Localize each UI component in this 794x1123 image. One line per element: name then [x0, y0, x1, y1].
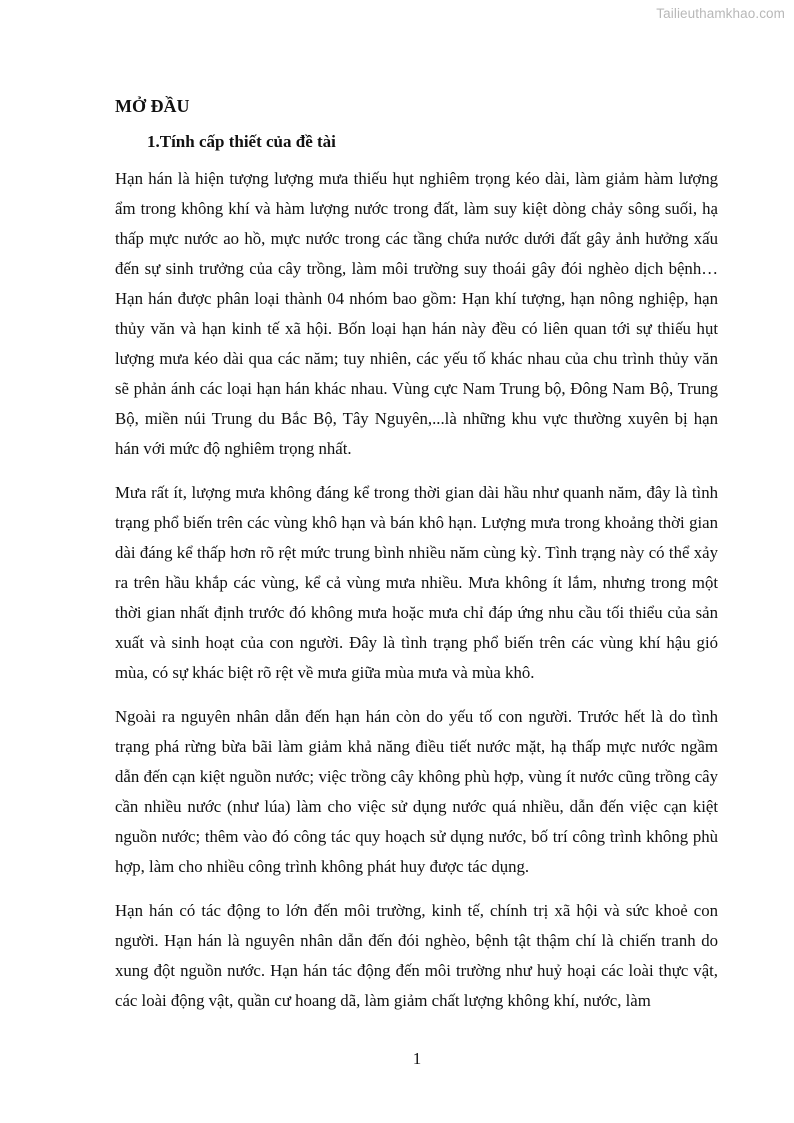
- watermark: Tailieuthamkhao.com: [656, 6, 785, 21]
- chapter-heading: MỞ ĐẦU: [115, 96, 190, 116]
- paragraph-4: Hạn hán có tác động to lớn đến môi trường, kinh tế, chính trị xã hội và sức khoẻ con người. Hạn hán là nguyên nhân dẫn đến đói nghèo, bệnh tật thậm chí là chiến tranh do xung đột nguồn nước. Hạn hán tác động đến môi trường như huỷ hoại các loài thực vật, các loài động vật, quần cư hoang dã, làm giảm chất lượng không khí, nước, làm: [115, 901, 718, 1010]
- document-body: [115, 94, 718, 1030]
- paragraph-3: Ngoài ra nguyên nhân dẫn đến hạn hán còn do yếu tố con người. Trước hết là do tình trạng phá rừng bừa bãi làm giảm khả năng điều tiết nước mặt, hạ thấp mực nước ngầm dẫn đến cạn kiệt nguồn nước; việc trồng cây không phù hợp, vùng ít nước cũng trồng cây cần nhiều nước (như lúa) làm cho việc sử dụng nước quá nhiều, dẫn đến việc cạn kiệt nguồn nước; thêm vào đó công tác quy hoạch sử dụng nước, bố trí công trình không phù hợp, làm cho nhiều công trình không phát huy được tác dụng.: [115, 707, 718, 876]
- section-title: 1.Tính cấp thiết của đề tài: [147, 132, 336, 151]
- paragraph-2: Mưa rất ít, lượng mưa không đáng kể trong thời gian dài hầu như quanh năm, đây là tình trạng phổ biến trên các vùng khô hạn và bán khô hạn. Lượng mưa trong khoảng thời gian dài đáng kể thấp hơn rõ rệt mức trung bình nhiều năm cùng kỳ. Tình trạng này có thể xảy ra trên hầu khắp các vùng, kể cả vùng mưa nhiều. Mưa không ít lắm, nhưng trong một thời gian nhất định trước đó không mưa hoặc mưa chỉ đáp ứng nhu cầu tối thiểu của sản xuất và sinh hoạt của con người. Đây là tình trạng phổ biến trên các vùng khí hậu gió mùa, có sự khác biệt rõ rệt về mưa giữa mùa mưa và mùa khô.: [115, 483, 718, 682]
- paragraph-1: Hạn hán là hiện tượng lượng mưa thiếu hụt nghiêm trọng kéo dài, làm giảm hàm lượng ẩm trong không khí và hàm lượng nước trong đất, làm suy kiệt dòng chảy sông suối, hạ thấp mực nước ao hồ, mực nước trong các tầng chứa nước dưới đất gây ảnh hưởng xấu đến sự sinh trưởng của cây trồng, làm môi trường suy thoái gây đói nghèo dịch bệnh… Hạn hán được phân loại thành 04 nhóm bao gồm: Hạn khí tượng, hạn nông nghiệp, hạn thủy văn và hạn kinh tế xã hội. Bốn loại hạn hán này đều có liên quan tới sự thiếu hụt lượng mưa kéo dài qua các năm; tuy nhiên, các yếu tố khác nhau của chu trình thủy văn sẽ phản ánh các loại hạn hán khác nhau. Vùng cực Nam Trung bộ, Đông Nam Bộ, Trung Bộ, miền núi Trung du Bắc Bộ, Tây Nguyên,...là những khu vực thường xuyên bị hạn hán với mức độ nghiêm trọng nhất.: [115, 169, 718, 458]
- page-number: 1: [412, 1049, 422, 1068]
